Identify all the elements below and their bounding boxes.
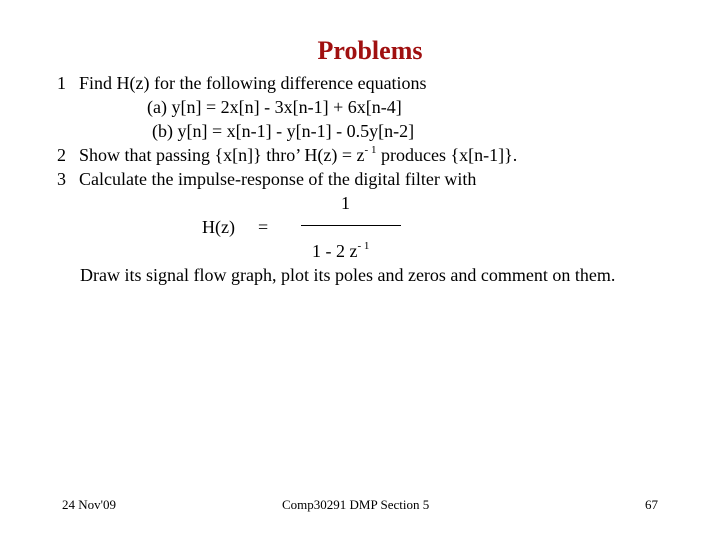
problem-2 [57, 144, 517, 166]
fraction-bar [301, 225, 401, 226]
problem-1-part-b: (b) y[n] = x[n-1] - y[n-1] - 0.5y[n-2] [152, 121, 415, 141]
formula-denominator [312, 240, 369, 262]
problem-2-number: 2 [57, 145, 66, 165]
problem-1-number: 1 [57, 73, 66, 93]
formula-equals: = [258, 217, 269, 237]
problem-1 [57, 72, 427, 94]
problem-3-followup: Draw its signal flow graph, plot its poles and zeros and comment on them. [80, 265, 616, 285]
problem-1-part-a: (a) y[n] = 2x[n] - 3x[n-1] + 6x[n-4] [147, 97, 402, 117]
formula-denominator-exponent: - 1 [357, 240, 370, 252]
problem-3-number: 3 [57, 169, 66, 189]
problem-1-text: Find H(z) for the following difference equations [79, 73, 427, 93]
footer-page-number: 67 [645, 497, 658, 512]
problem-2-exponent: - 1 [364, 144, 377, 156]
formula-numerator: 1 [341, 193, 350, 213]
formula-lhs: H(z) [202, 217, 235, 237]
problem-3-text: Calculate the impulse-response of the digital filter with [79, 169, 477, 189]
slide-title: Problems [317, 36, 423, 65]
footer-course: Comp30291 DMP Section 5 [282, 497, 430, 512]
problem-3 [57, 168, 476, 190]
formula-denominator-base: 1 - 2 z [312, 241, 358, 261]
footer-date: 24 Nov'09 [62, 497, 116, 512]
problem-2-text-after: produces {x[n-1]}. [376, 145, 518, 165]
problem-2-text-before: Show that passing {x[n]} thro’ H(z) = z [79, 145, 365, 165]
